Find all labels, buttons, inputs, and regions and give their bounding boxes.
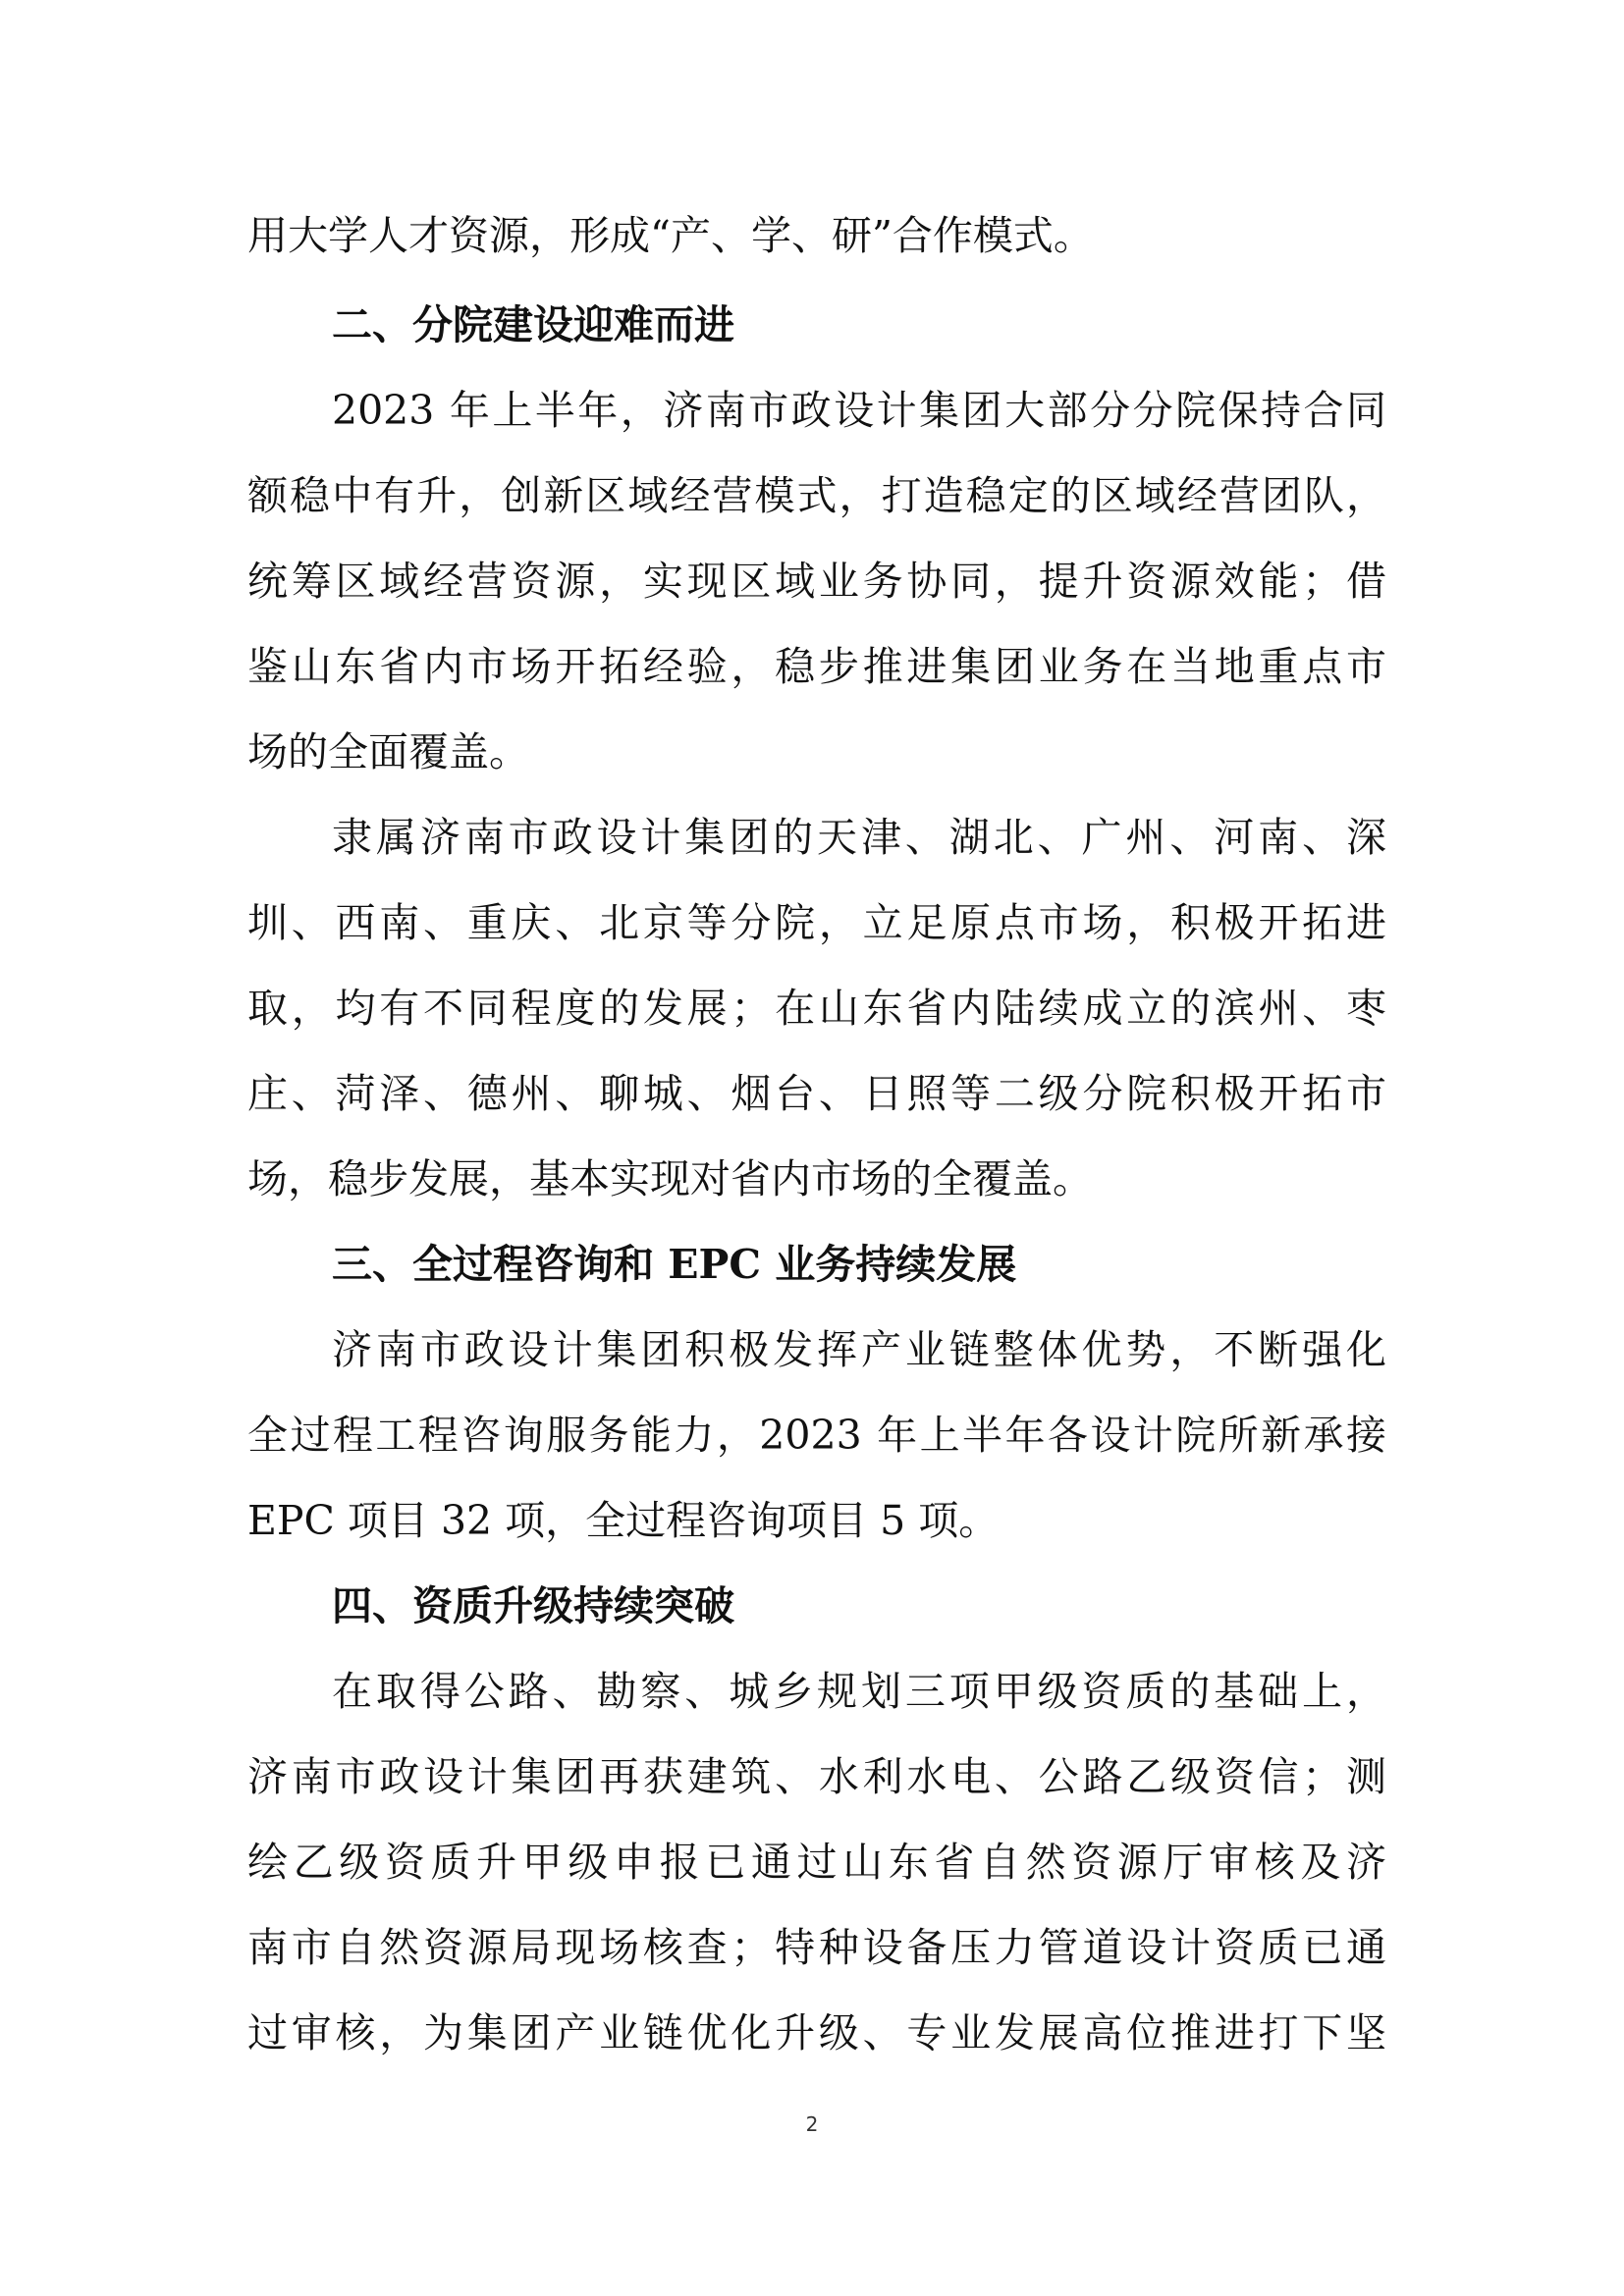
section-heading: 四、资质升级持续突破: [332, 1582, 734, 1629]
paragraph-line: 用大学人才资源，形成“产、学、研”合作模式。: [247, 212, 1094, 259]
paragraph-line: 隶属济南市政设计集团的天津、湖北、广州、河南、深: [332, 814, 1386, 861]
paragraph-line: 济南市政设计集团积极发挥产业链整体优势，不断强化: [332, 1326, 1386, 1373]
paragraph-line: 场，稳步发展，基本实现对省内市场的全覆盖。: [247, 1155, 1093, 1202]
paragraph-line: 鉴山东省内市场开拓经验，稳步推进集团业务在当地重点市: [247, 643, 1386, 690]
paragraph-line: 在取得公路、勘察、城乡规划三项甲级资质的基础上，: [332, 1668, 1386, 1715]
paragraph-line: 取，均有不同程度的发展；在山东省内陆续成立的滨州、枣: [247, 985, 1386, 1032]
paragraph-line: 济南市政设计集团再获建筑、水利水电、公路乙级资信；测: [247, 1753, 1386, 1800]
paragraph-line: 场的全面覆盖。: [247, 728, 529, 775]
paragraph-line: 全过程工程咨询服务能力，2023 年上半年各设计院所新承接: [247, 1412, 1386, 1459]
paragraph-line: 额稳中有升，创新区域经营模式，打造稳定的区域经营团队，: [247, 472, 1386, 519]
paragraph-line: EPC 项目 32 项，全过程咨询项目 5 项。: [247, 1497, 1000, 1544]
section-heading: 三、全过程咨询和 EPC 业务持续发展: [332, 1241, 1017, 1288]
paragraph-line: 统筹区域经营资源，实现区域业务协同，提升资源效能；借: [247, 558, 1386, 605]
paragraph-line: 圳、西南、重庆、北京等分院，立足原点市场，积极开拓进: [247, 899, 1386, 946]
paragraph-line: 2023 年上半年，济南市政设计集团大部分分院保持合同: [332, 387, 1386, 434]
paragraph-line: 过审核，为集团产业链优化升级、专业发展高位推进打下坚: [247, 2009, 1386, 2056]
paragraph-line: 南市自然资源局现场核查；特种设备压力管道设计资质已通: [247, 1924, 1386, 1971]
paragraph-line: 庄、菏泽、德州、聊城、烟台、日照等二级分院积极开拓市: [247, 1070, 1386, 1117]
paragraph-line: 绘乙级资质升甲级申报已通过山东省自然资源厅审核及济: [247, 1839, 1386, 1886]
page-number: 2: [805, 2112, 819, 2136]
section-heading: 二、分院建设迎难而进: [332, 301, 734, 348]
